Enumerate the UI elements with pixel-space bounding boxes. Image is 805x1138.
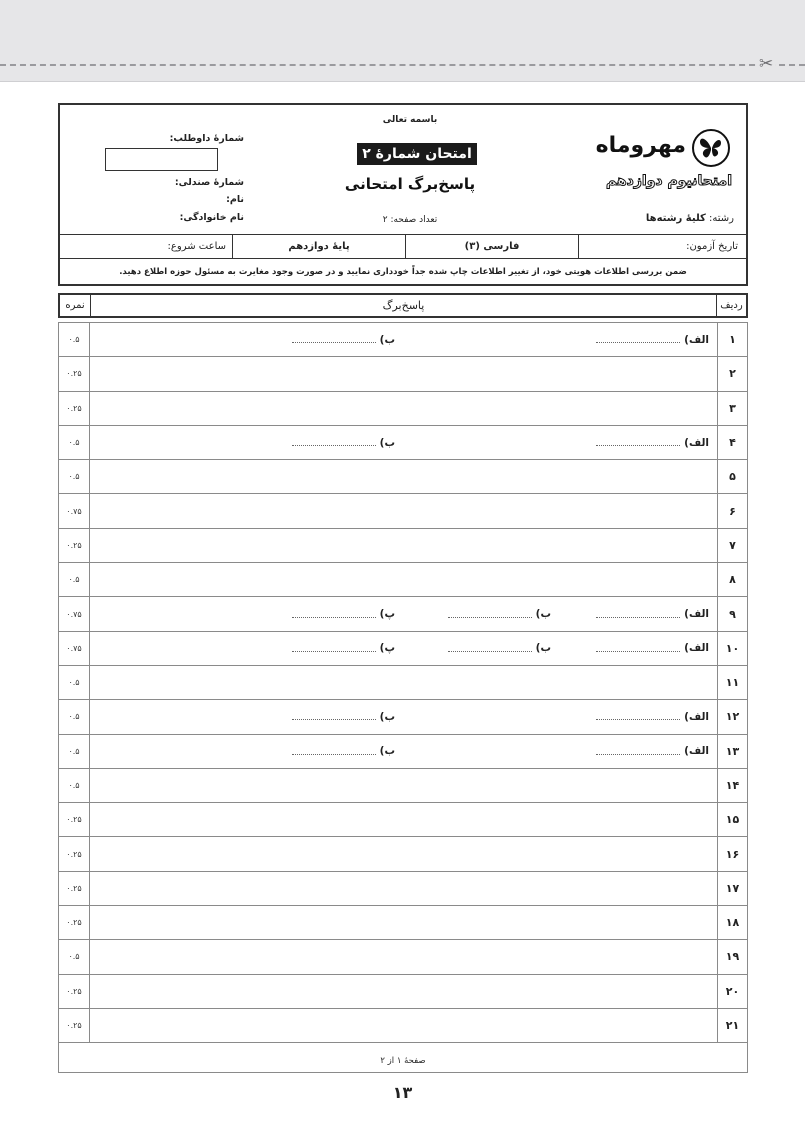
answer-cell[interactable] bbox=[89, 597, 717, 630]
table-row bbox=[59, 357, 747, 391]
table-row bbox=[59, 940, 747, 974]
row-score: ۰.۵ bbox=[68, 781, 80, 790]
candidate-number-label: شمارهٔ داوطلب: bbox=[169, 133, 244, 144]
seat-number-label: شمارهٔ صندلی: bbox=[174, 177, 244, 188]
blank-label: الف) bbox=[684, 608, 709, 621]
blank-label: پ) bbox=[379, 608, 395, 621]
row-number: ۱ bbox=[717, 323, 747, 356]
blank-alef[interactable] bbox=[596, 426, 709, 459]
blank-label: ب) bbox=[379, 333, 395, 346]
answer-cell[interactable] bbox=[89, 563, 717, 596]
dotted-line[interactable] bbox=[292, 445, 376, 446]
answer-table bbox=[58, 322, 748, 1073]
blank-alef[interactable] bbox=[596, 323, 709, 356]
candidate-info bbox=[104, 105, 244, 234]
blank-be[interactable] bbox=[292, 323, 395, 356]
row-score: ۰.۷۵ bbox=[66, 609, 82, 619]
dotted-line[interactable] bbox=[596, 754, 680, 755]
table-row bbox=[59, 700, 747, 734]
exam-number-badge: امتحان شمارهٔ ۲ bbox=[357, 143, 477, 165]
answer-cell[interactable] bbox=[89, 700, 717, 733]
answer-cell[interactable] bbox=[89, 426, 717, 459]
blank-label: پ) bbox=[379, 642, 395, 655]
dotted-line[interactable] bbox=[596, 617, 680, 618]
row-score: ۰.۲۵ bbox=[66, 369, 82, 379]
row-number: ۱۳ bbox=[717, 735, 747, 768]
dotted-line[interactable] bbox=[448, 651, 532, 652]
row-score: ۰.۲۵ bbox=[66, 986, 82, 996]
dotted-line[interactable] bbox=[596, 445, 680, 446]
blank-be[interactable] bbox=[448, 632, 551, 665]
table-row bbox=[59, 975, 747, 1009]
table-row bbox=[59, 666, 747, 700]
answer-cell[interactable] bbox=[89, 323, 717, 356]
row-score: ۰.۵ bbox=[68, 472, 80, 482]
answer-cell[interactable] bbox=[89, 735, 717, 768]
row-score: ۰.۵ bbox=[68, 678, 80, 688]
blank-alef[interactable] bbox=[596, 700, 709, 733]
brand bbox=[592, 125, 732, 215]
table-row bbox=[59, 494, 747, 528]
answer-cell[interactable] bbox=[89, 460, 717, 493]
row-score: ۰.۵ bbox=[68, 438, 80, 448]
exam-header bbox=[58, 103, 748, 286]
row-number: ۴ bbox=[717, 426, 747, 459]
row-number: ۵ bbox=[717, 460, 747, 493]
blank-label: الف) bbox=[684, 436, 709, 449]
row-score: ۰.۵ bbox=[68, 335, 80, 345]
answer-table-header bbox=[58, 293, 748, 318]
dotted-line[interactable] bbox=[292, 617, 376, 618]
row-score: ۰.۲۵ bbox=[66, 918, 82, 928]
header-top bbox=[60, 105, 746, 234]
blank-label: الف) bbox=[684, 333, 709, 346]
butterfly-icon bbox=[692, 129, 730, 167]
answer-cell[interactable] bbox=[89, 769, 717, 802]
row-number: ۲۰ bbox=[717, 975, 747, 1008]
answer-cell[interactable] bbox=[89, 975, 717, 1008]
brand-subtitle: امتحانیوم دوازدهم bbox=[605, 173, 732, 189]
answer-cell[interactable] bbox=[89, 837, 717, 870]
blank-be[interactable] bbox=[292, 700, 395, 733]
column-score: نمره bbox=[65, 300, 85, 311]
blank-be[interactable] bbox=[292, 426, 395, 459]
cut-line bbox=[0, 64, 805, 66]
table-row bbox=[59, 872, 747, 906]
table-row bbox=[59, 392, 747, 426]
blank-alef[interactable] bbox=[596, 632, 709, 665]
table-row bbox=[59, 735, 747, 769]
row-number: ۱۸ bbox=[717, 906, 747, 939]
answer-cell[interactable] bbox=[89, 357, 717, 390]
blank-label: ب) bbox=[535, 608, 551, 621]
table-row bbox=[59, 1009, 747, 1043]
answer-cell[interactable] bbox=[89, 872, 717, 905]
table-row bbox=[59, 837, 747, 871]
dotted-line[interactable] bbox=[292, 719, 376, 720]
row-score: ۰.۵ bbox=[68, 712, 80, 722]
blank-pe[interactable] bbox=[292, 597, 395, 630]
row-number: ۱۵ bbox=[717, 803, 747, 836]
row-number: ۱۹ bbox=[717, 940, 747, 973]
dotted-line[interactable] bbox=[596, 651, 680, 652]
answer-cell[interactable] bbox=[89, 529, 717, 562]
blank-alef[interactable] bbox=[596, 597, 709, 630]
answer-cell[interactable] bbox=[89, 632, 717, 665]
row-score: ۰.۷۵ bbox=[66, 506, 82, 516]
row-number: ۶ bbox=[717, 494, 747, 527]
page-number: ۱۳ bbox=[392, 1083, 413, 1102]
table-row bbox=[59, 323, 747, 357]
field-of-study bbox=[646, 213, 734, 224]
table-row bbox=[59, 597, 747, 631]
table-row bbox=[59, 906, 747, 940]
row-number: ۹ bbox=[717, 597, 747, 630]
first-name-label: نام: bbox=[226, 194, 244, 205]
table-row bbox=[59, 803, 747, 837]
row-number: ۱۱ bbox=[717, 666, 747, 699]
row-number: ۷ bbox=[717, 529, 747, 562]
dotted-line[interactable] bbox=[292, 651, 376, 652]
scissors-icon: ✂ bbox=[759, 54, 774, 74]
answer-cell[interactable] bbox=[89, 1009, 717, 1042]
row-number: ۲۱ bbox=[717, 1009, 747, 1042]
row-score: ۰.۲۵ bbox=[66, 403, 82, 413]
blank-be[interactable] bbox=[292, 735, 395, 768]
last-name-label: نام خانوادگی: bbox=[179, 212, 244, 223]
row-score: ۰.۲۵ bbox=[66, 1021, 82, 1031]
row-number: ۱۷ bbox=[717, 872, 747, 905]
start-time-label: ساعت شروع: bbox=[167, 241, 226, 252]
page-count: تعداد صفحه: ۲ bbox=[382, 215, 438, 225]
table-row bbox=[59, 632, 747, 666]
answer-cell[interactable] bbox=[89, 906, 717, 939]
column-answer: پاسخ‌برگ bbox=[90, 295, 716, 316]
dotted-line[interactable] bbox=[292, 754, 376, 755]
row-number: ۱۰ bbox=[717, 632, 747, 665]
field-value: کلیهٔ رشته‌ها bbox=[645, 213, 706, 224]
exam-info-row bbox=[60, 234, 746, 259]
subject: فارسی (۳) bbox=[405, 235, 578, 258]
table-row bbox=[59, 529, 747, 563]
grade: پایهٔ دوازدهم bbox=[232, 235, 405, 258]
table-row bbox=[59, 563, 747, 597]
blank-alef[interactable] bbox=[596, 735, 709, 768]
dotted-line[interactable] bbox=[292, 342, 376, 343]
answer-cell[interactable] bbox=[89, 494, 717, 527]
blank-be[interactable] bbox=[448, 597, 551, 630]
row-score: ۰.۵ bbox=[68, 746, 80, 756]
row-number: ۱۴ bbox=[717, 769, 747, 802]
exam-date-label: تاریخ آزمون: bbox=[578, 235, 746, 258]
brand-name: مهروماه bbox=[595, 133, 686, 158]
blank-pe[interactable] bbox=[292, 632, 395, 665]
row-number: ۸ bbox=[717, 563, 747, 596]
identity-notice: ضمن بررسی اطلاعات هویتی خود، از تغییر اطلاعات چاپ شده جداً خودداری نمایید و در صورت وجود مغایرت به مسئول حوزه اطلاع دهید. bbox=[119, 266, 687, 277]
dotted-line[interactable] bbox=[596, 719, 680, 720]
row-score: ۰.۲۵ bbox=[66, 540, 82, 550]
dotted-line[interactable] bbox=[596, 342, 680, 343]
table-row bbox=[59, 769, 747, 803]
row-score: ۰.۲۵ bbox=[66, 849, 82, 859]
title-block bbox=[320, 105, 500, 234]
candidate-number-field[interactable] bbox=[105, 148, 218, 171]
row-number: ۱۲ bbox=[717, 700, 747, 733]
blank-label: ب) bbox=[535, 642, 551, 655]
answer-cell[interactable] bbox=[89, 803, 717, 836]
bismillah: باسمه تعالی bbox=[382, 115, 438, 125]
page-title: پاسخ‌برگ امتحانی bbox=[344, 175, 476, 193]
answer-cell[interactable] bbox=[89, 940, 717, 973]
row-score: ۰.۲۵ bbox=[66, 815, 82, 825]
blank-label: الف) bbox=[684, 710, 709, 723]
row-number: ۳ bbox=[717, 392, 747, 425]
row-number: ۱۶ bbox=[717, 837, 747, 870]
column-row: ردیف bbox=[716, 295, 746, 316]
cut-area bbox=[0, 0, 805, 82]
blank-label: الف) bbox=[684, 642, 709, 655]
table-row bbox=[59, 426, 747, 460]
row-score: ۰.۷۵ bbox=[66, 643, 82, 653]
blank-label: الف) bbox=[684, 745, 709, 758]
answer-cell[interactable] bbox=[89, 666, 717, 699]
answer-cell[interactable] bbox=[89, 392, 717, 425]
row-score: ۰.۵ bbox=[68, 952, 80, 962]
table-footer: صفحهٔ ۱ از ۲ bbox=[380, 1056, 426, 1066]
dotted-line[interactable] bbox=[448, 617, 532, 618]
blank-label: ب) bbox=[379, 710, 395, 723]
blank-label: ب) bbox=[379, 436, 395, 449]
blank-label: ب) bbox=[379, 745, 395, 758]
row-score: ۰.۵ bbox=[68, 575, 80, 585]
row-number: ۲ bbox=[717, 357, 747, 390]
field-label: رشته: bbox=[709, 213, 734, 224]
table-row bbox=[59, 460, 747, 494]
row-score: ۰.۲۵ bbox=[66, 883, 82, 893]
